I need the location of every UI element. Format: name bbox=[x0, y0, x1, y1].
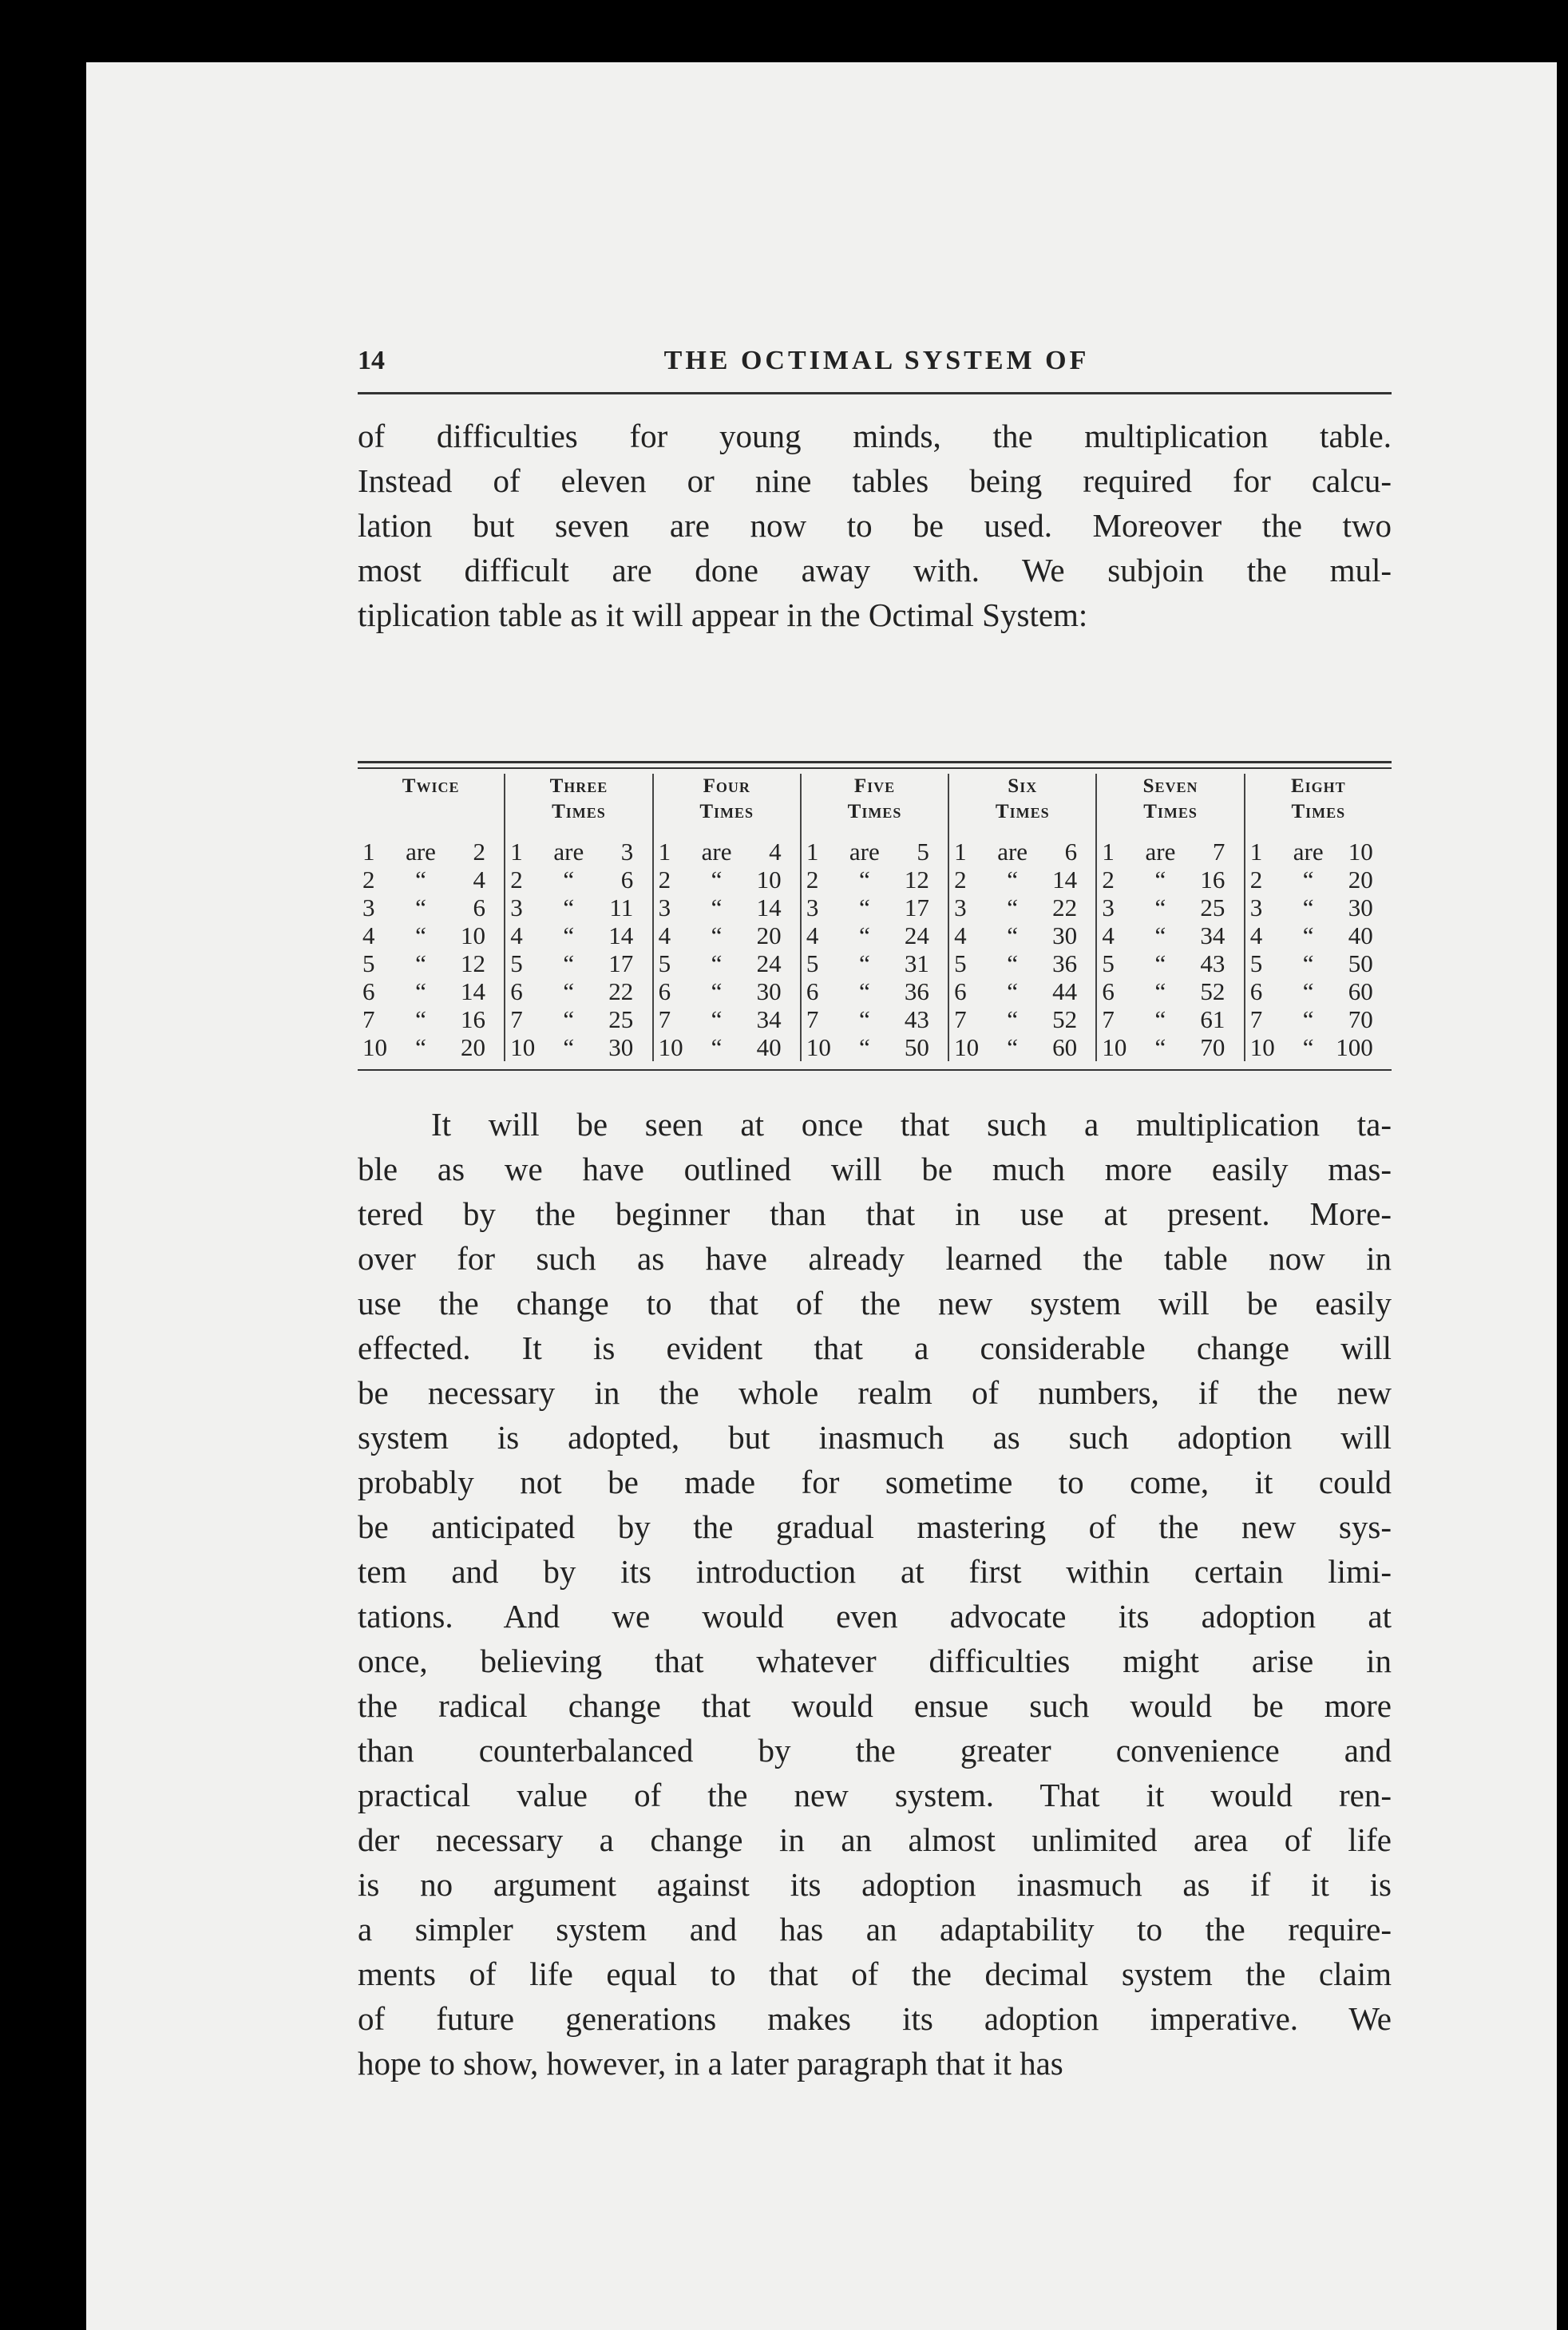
text-line: the radical change that would ensue such would be more bbox=[358, 1687, 1392, 1724]
table-row bbox=[1250, 894, 1387, 921]
connector: “ bbox=[711, 1005, 723, 1033]
column-header bbox=[954, 774, 1091, 831]
table-row bbox=[954, 866, 1091, 894]
product: 40 bbox=[1348, 921, 1373, 949]
connector: “ bbox=[858, 894, 870, 921]
multiplier: 2 bbox=[658, 866, 671, 894]
connector: “ bbox=[415, 1005, 426, 1033]
multiplier: 5 bbox=[362, 949, 375, 977]
multiplier: 2 bbox=[954, 866, 967, 894]
connector: “ bbox=[1302, 949, 1314, 977]
table-row bbox=[362, 977, 499, 1005]
table-row bbox=[1250, 977, 1387, 1005]
table-row bbox=[362, 894, 499, 921]
table-row bbox=[510, 894, 647, 921]
product: 6 bbox=[473, 894, 485, 921]
text-line: be necessary in the whole realm of numbers, if the new bbox=[358, 1374, 1392, 1411]
multiplier: 6 bbox=[806, 977, 819, 1005]
product: 17 bbox=[608, 949, 634, 977]
text-line: der necessary a change in an almost unlimited area of life bbox=[358, 1821, 1392, 1858]
product: 4 bbox=[769, 838, 782, 866]
page-header bbox=[358, 346, 1396, 394]
connector: are bbox=[1293, 838, 1324, 866]
product: 14 bbox=[756, 894, 782, 921]
connector: are bbox=[406, 838, 436, 866]
multiplier: 1 bbox=[1102, 838, 1115, 866]
product: 16 bbox=[461, 1005, 485, 1033]
multiplier: 1 bbox=[510, 838, 523, 866]
column-rows bbox=[510, 838, 647, 1061]
multiplier: 2 bbox=[806, 866, 819, 894]
table-top-rule bbox=[358, 761, 1392, 763]
multiplier: 1 bbox=[1249, 838, 1263, 866]
multiplier: 10 bbox=[1249, 1033, 1275, 1061]
connector: “ bbox=[1154, 977, 1166, 1005]
connector: “ bbox=[563, 1033, 575, 1061]
multiplier: 4 bbox=[1249, 921, 1263, 949]
multiplier: 1 bbox=[658, 838, 671, 866]
table-columns bbox=[358, 774, 1392, 1061]
multiplier: 2 bbox=[510, 866, 523, 894]
multiplier: 10 bbox=[362, 1033, 387, 1061]
table-column bbox=[504, 774, 651, 1061]
multiplier: 7 bbox=[954, 1005, 967, 1033]
table-row bbox=[362, 949, 499, 977]
text-line: ble as we have outlined will be much more easily mas- bbox=[358, 1151, 1392, 1187]
column-rows bbox=[954, 838, 1091, 1061]
text-line: than counterbalanced by the greater convenience and bbox=[358, 1732, 1392, 1769]
multiplier: 2 bbox=[362, 866, 375, 894]
connector: are bbox=[997, 838, 1028, 866]
connector: “ bbox=[1154, 894, 1166, 921]
multiplier: 4 bbox=[362, 921, 375, 949]
product: 14 bbox=[608, 921, 634, 949]
table-row bbox=[659, 949, 795, 977]
connector: “ bbox=[858, 949, 870, 977]
multiplier: 10 bbox=[954, 1033, 980, 1061]
multiplier: 5 bbox=[510, 949, 523, 977]
product: 25 bbox=[1200, 894, 1225, 921]
product: 6 bbox=[1064, 838, 1078, 866]
product: 14 bbox=[1052, 866, 1078, 894]
product: 10 bbox=[461, 921, 485, 949]
text-line: over for such as have already learned the table now in bbox=[358, 1240, 1392, 1277]
table-row bbox=[806, 949, 943, 977]
text-line: Instead of eleven or nine tables being required for calcu- bbox=[358, 462, 1392, 499]
text-line: It will be seen at once that such a multiplication ta- bbox=[431, 1106, 1392, 1143]
table-row bbox=[954, 1033, 1091, 1061]
multiplier: 10 bbox=[806, 1033, 831, 1061]
table-row bbox=[1250, 1005, 1387, 1033]
column-header-line: Four bbox=[703, 775, 750, 797]
multiplier: 6 bbox=[1249, 977, 1263, 1005]
product: 10 bbox=[756, 866, 782, 894]
table-row bbox=[659, 921, 795, 949]
multiplier: 3 bbox=[658, 894, 671, 921]
connector: “ bbox=[1007, 977, 1018, 1005]
table-row bbox=[1102, 977, 1238, 1005]
table-row bbox=[659, 1033, 795, 1061]
multiplier: 1 bbox=[806, 838, 819, 866]
connector: “ bbox=[1007, 1005, 1018, 1033]
column-rows bbox=[362, 838, 499, 1061]
multiplier: 3 bbox=[1249, 894, 1263, 921]
table-row bbox=[1102, 838, 1238, 866]
multiplier: 3 bbox=[1102, 894, 1115, 921]
table-row bbox=[1102, 894, 1238, 921]
text-line: ments of life equal to that of the decimal system the claim bbox=[358, 1956, 1392, 1992]
table-row bbox=[1102, 1005, 1238, 1033]
column-rows bbox=[659, 838, 795, 1061]
column-header-line: Twice bbox=[402, 775, 460, 797]
connector: “ bbox=[415, 977, 426, 1005]
table-row bbox=[1250, 921, 1387, 949]
connector: “ bbox=[1302, 894, 1314, 921]
product: 50 bbox=[904, 1033, 929, 1061]
multiplier: 7 bbox=[658, 1005, 671, 1033]
multiplier: 6 bbox=[658, 977, 671, 1005]
connector: “ bbox=[858, 921, 870, 949]
product: 40 bbox=[756, 1033, 782, 1061]
text-line: be anticipated by the gradual mastering of the new sys- bbox=[358, 1508, 1392, 1545]
table-row bbox=[659, 838, 795, 866]
text-line: tem and by its introduction at first within certain limi- bbox=[358, 1553, 1392, 1590]
product: 44 bbox=[1052, 977, 1078, 1005]
text-line: a simpler system and has an adaptability to the require- bbox=[358, 1911, 1392, 1948]
column-header bbox=[510, 774, 647, 831]
multiplier: 4 bbox=[954, 921, 967, 949]
connector: “ bbox=[1302, 866, 1314, 894]
product: 7 bbox=[1212, 838, 1225, 866]
table-row bbox=[659, 894, 795, 921]
multiplier: 6 bbox=[954, 977, 967, 1005]
column-header-line: Seven bbox=[1142, 775, 1198, 797]
multiplier: 4 bbox=[806, 921, 819, 949]
product: 12 bbox=[904, 866, 929, 894]
running-title: THE OCTIMAL SYSTEM OF bbox=[663, 346, 1090, 375]
table-row bbox=[1102, 921, 1238, 949]
connector: “ bbox=[1302, 921, 1314, 949]
column-header bbox=[806, 774, 943, 831]
product: 60 bbox=[1052, 1033, 1078, 1061]
table-column bbox=[1095, 774, 1243, 1061]
table-top-rule-thin bbox=[358, 767, 1392, 769]
product: 25 bbox=[608, 1005, 634, 1033]
table-row bbox=[510, 838, 647, 866]
text-line: effected. It is evident that a considerable change will bbox=[358, 1329, 1392, 1366]
multiplier: 1 bbox=[362, 838, 375, 866]
table-row bbox=[510, 1033, 647, 1061]
connector: “ bbox=[563, 949, 575, 977]
product: 43 bbox=[1200, 949, 1225, 977]
product: 36 bbox=[904, 977, 929, 1005]
table-row bbox=[1250, 838, 1387, 866]
column-header-line: Times bbox=[1291, 801, 1346, 822]
text-line: system is adopted, but inasmuch as such adoption will bbox=[358, 1419, 1392, 1456]
table-row bbox=[362, 866, 499, 894]
product: 43 bbox=[904, 1005, 929, 1033]
product: 22 bbox=[608, 977, 634, 1005]
column-header bbox=[362, 774, 499, 831]
connector: “ bbox=[1154, 1033, 1166, 1061]
column-header-line: Five bbox=[853, 775, 896, 797]
multiplier: 4 bbox=[510, 921, 523, 949]
product: 11 bbox=[609, 894, 634, 921]
multiplier: 5 bbox=[1249, 949, 1263, 977]
connector: “ bbox=[858, 866, 870, 894]
multiplier: 7 bbox=[362, 1005, 375, 1033]
table-bottom-rule bbox=[358, 1069, 1392, 1071]
table-row bbox=[954, 949, 1091, 977]
text-line: of difficulties for young minds, the multiplication table. bbox=[358, 418, 1392, 454]
product: 70 bbox=[1348, 1005, 1373, 1033]
paragraph-body bbox=[358, 1102, 1392, 2086]
table-row bbox=[510, 949, 647, 977]
multiplier: 10 bbox=[510, 1033, 536, 1061]
product: 3 bbox=[620, 838, 634, 866]
connector: “ bbox=[415, 866, 426, 894]
multiplier: 6 bbox=[362, 977, 375, 1005]
text-line: use the change to that of the new system will be easily bbox=[358, 1285, 1392, 1322]
column-header-line: Times bbox=[847, 801, 902, 822]
text-line: practical value of the new system. That it would ren- bbox=[358, 1777, 1392, 1813]
table-row bbox=[806, 838, 943, 866]
table-row bbox=[510, 977, 647, 1005]
connector: “ bbox=[858, 1033, 870, 1061]
connector: “ bbox=[563, 921, 575, 949]
column-header-line: Times bbox=[1143, 801, 1198, 822]
multiplier: 4 bbox=[658, 921, 671, 949]
column-header-line: Times bbox=[995, 801, 1050, 822]
product: 10 bbox=[1348, 838, 1373, 866]
paragraph-intro bbox=[358, 414, 1392, 637]
table-row bbox=[510, 1005, 647, 1033]
column-header-line: Six bbox=[1008, 775, 1038, 797]
connector: are bbox=[849, 838, 880, 866]
table-column bbox=[1244, 774, 1392, 1061]
book-page bbox=[86, 62, 1557, 2330]
table-row bbox=[954, 977, 1091, 1005]
product: 20 bbox=[461, 1033, 485, 1061]
multiplier: 5 bbox=[954, 949, 967, 977]
table-row bbox=[659, 866, 795, 894]
connector: “ bbox=[563, 977, 575, 1005]
text-line: once, believing that whatever difficulties might arise in bbox=[358, 1642, 1392, 1679]
multiplier: 7 bbox=[510, 1005, 523, 1033]
column-rows bbox=[806, 838, 943, 1061]
connector: “ bbox=[1302, 1005, 1314, 1033]
text-line: most difficult are done away with. We subjoin the mul- bbox=[358, 552, 1392, 588]
connector: “ bbox=[563, 894, 575, 921]
table-row bbox=[1250, 1033, 1387, 1061]
connector: “ bbox=[711, 894, 723, 921]
connector: “ bbox=[1007, 866, 1018, 894]
connector: are bbox=[553, 838, 584, 866]
text-line: tered by the beginner than that in use at present. More- bbox=[358, 1195, 1392, 1232]
text-line: tations. And we would even advocate its adoption at bbox=[358, 1598, 1392, 1635]
product: 17 bbox=[904, 894, 929, 921]
connector: “ bbox=[711, 921, 723, 949]
table-row bbox=[806, 866, 943, 894]
table-row bbox=[806, 1005, 943, 1033]
connector: are bbox=[701, 838, 732, 866]
multiplier: 6 bbox=[1102, 977, 1115, 1005]
multiplier: 5 bbox=[658, 949, 671, 977]
table-row bbox=[954, 838, 1091, 866]
connector: “ bbox=[1007, 894, 1018, 921]
text-line: is no argument against its adoption inasmuch as if it is bbox=[358, 1866, 1392, 1903]
product: 6 bbox=[620, 866, 634, 894]
multiplier: 2 bbox=[1249, 866, 1263, 894]
table-row bbox=[362, 1005, 499, 1033]
table-row bbox=[362, 838, 499, 866]
table-row bbox=[362, 1033, 499, 1061]
connector: “ bbox=[415, 1033, 426, 1061]
table-column bbox=[800, 774, 948, 1061]
text-line: of future generations makes its adoption imperative. We bbox=[358, 2000, 1392, 2037]
product: 4 bbox=[473, 866, 485, 894]
multiplier: 3 bbox=[806, 894, 819, 921]
multiplier: 7 bbox=[1102, 1005, 1115, 1033]
product: 34 bbox=[756, 1005, 782, 1033]
table-row bbox=[806, 921, 943, 949]
multiplier: 1 bbox=[954, 838, 967, 866]
connector: “ bbox=[415, 894, 426, 921]
connector: “ bbox=[711, 866, 723, 894]
column-header-line: Eight bbox=[1290, 775, 1346, 797]
column-header-line: Times bbox=[699, 801, 754, 822]
connector: “ bbox=[415, 921, 426, 949]
column-header-line: Three bbox=[549, 775, 608, 797]
product: 50 bbox=[1348, 949, 1373, 977]
text-line: lation but seven are now to be used. Moreover the two bbox=[358, 507, 1392, 544]
product: 52 bbox=[1052, 1005, 1078, 1033]
connector: “ bbox=[711, 949, 723, 977]
multiplier: 3 bbox=[954, 894, 967, 921]
product: 30 bbox=[1348, 894, 1373, 921]
table-column bbox=[948, 774, 1095, 1061]
connector: are bbox=[1145, 838, 1176, 866]
product: 52 bbox=[1200, 977, 1225, 1005]
text-line: tiplication table as it will appear in the Octimal System: bbox=[358, 596, 1088, 633]
connector: “ bbox=[1154, 921, 1166, 949]
table-row bbox=[806, 894, 943, 921]
connector: “ bbox=[1154, 949, 1166, 977]
product: 20 bbox=[756, 921, 782, 949]
product: 100 bbox=[1336, 1033, 1373, 1061]
table-row bbox=[1250, 866, 1387, 894]
connector: “ bbox=[858, 1005, 870, 1033]
multiplier: 10 bbox=[1102, 1033, 1127, 1061]
connector: “ bbox=[711, 1033, 723, 1061]
table-column bbox=[652, 774, 800, 1061]
product: 30 bbox=[1052, 921, 1078, 949]
multiplier: 5 bbox=[1102, 949, 1115, 977]
column-header bbox=[659, 774, 795, 831]
table-row bbox=[659, 1005, 795, 1033]
multiplier: 3 bbox=[510, 894, 523, 921]
text-line: hope to show, however, in a later paragraph that it has bbox=[358, 2045, 1063, 2082]
product: 2 bbox=[473, 838, 485, 866]
table-row bbox=[954, 1005, 1091, 1033]
connector: “ bbox=[563, 866, 575, 894]
column-header bbox=[1102, 774, 1238, 831]
multiplier: 3 bbox=[362, 894, 375, 921]
multiplier: 4 bbox=[1102, 921, 1115, 949]
product: 60 bbox=[1348, 977, 1373, 1005]
table-row bbox=[1102, 949, 1238, 977]
table-row bbox=[362, 921, 499, 949]
multiplier: 6 bbox=[510, 977, 523, 1005]
connector: “ bbox=[711, 977, 723, 1005]
connector: “ bbox=[1007, 949, 1018, 977]
table-row bbox=[659, 977, 795, 1005]
multiplier: 5 bbox=[806, 949, 819, 977]
product: 30 bbox=[608, 1033, 634, 1061]
multiplier: 7 bbox=[1249, 1005, 1263, 1033]
product: 30 bbox=[756, 977, 782, 1005]
page-number: 14 bbox=[358, 346, 385, 375]
header-rule bbox=[358, 392, 1392, 394]
connector: “ bbox=[1302, 1033, 1314, 1061]
product: 20 bbox=[1348, 866, 1373, 894]
table-column bbox=[358, 774, 504, 1061]
multiplier: 2 bbox=[1102, 866, 1115, 894]
connector: “ bbox=[858, 977, 870, 1005]
connector: “ bbox=[1007, 1033, 1018, 1061]
connector: “ bbox=[415, 949, 426, 977]
multiplier: 10 bbox=[658, 1033, 683, 1061]
table-row bbox=[806, 1033, 943, 1061]
product: 36 bbox=[1052, 949, 1078, 977]
table-row bbox=[510, 866, 647, 894]
table-row bbox=[510, 921, 647, 949]
column-header bbox=[1250, 774, 1387, 831]
column-rows bbox=[1102, 838, 1238, 1061]
multiplier: 7 bbox=[806, 1005, 819, 1033]
product: 24 bbox=[904, 921, 929, 949]
connector: “ bbox=[1154, 1005, 1166, 1033]
table-row bbox=[954, 921, 1091, 949]
product: 24 bbox=[756, 949, 782, 977]
product: 22 bbox=[1052, 894, 1078, 921]
product: 14 bbox=[461, 977, 485, 1005]
connector: “ bbox=[1154, 866, 1166, 894]
table-row bbox=[806, 977, 943, 1005]
connector: “ bbox=[563, 1005, 575, 1033]
product: 16 bbox=[1200, 866, 1225, 894]
column-rows bbox=[1250, 838, 1387, 1061]
product: 61 bbox=[1200, 1005, 1225, 1033]
text-line: probably not be made for sometime to come, it could bbox=[358, 1464, 1392, 1500]
connector: “ bbox=[1007, 921, 1018, 949]
table-row bbox=[1102, 1033, 1238, 1061]
table-row bbox=[1250, 949, 1387, 977]
column-header-line: Times bbox=[552, 801, 606, 822]
connector: “ bbox=[1302, 977, 1314, 1005]
product: 31 bbox=[904, 949, 929, 977]
product: 12 bbox=[461, 949, 485, 977]
table-row bbox=[954, 894, 1091, 921]
product: 5 bbox=[917, 838, 929, 866]
table-row bbox=[1102, 866, 1238, 894]
product: 70 bbox=[1200, 1033, 1225, 1061]
product: 34 bbox=[1200, 921, 1225, 949]
